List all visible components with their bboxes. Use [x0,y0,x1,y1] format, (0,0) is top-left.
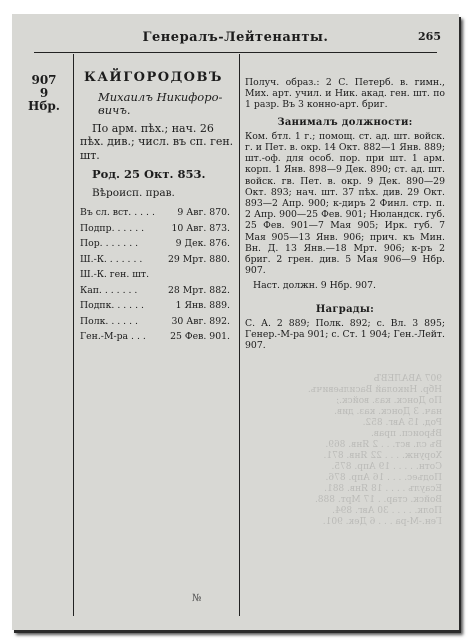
rank-table [80,206,230,346]
rank-name: Ш.-К. ген. шт. [80,269,150,280]
table-row [80,284,230,300]
bleed-line: Род. 15 Авг. 852. [362,418,442,428]
biography-column [80,72,235,346]
current-post: По арм. пѣх.; нач. 26 пѣх. див.; числ. въ сп. ген. шт. [80,121,234,162]
rank-date: 25 Фев. 901. [170,331,230,342]
current-position: Наст. должн. 9 Нбр. 907. [253,280,376,292]
positions-text: Ком. бтл. 1 г.; помощ. ст. ад. шт. войск. г. и Пет. в. окр. 14 Окт. 882—1 Янв. 889; шт.-оф. для особ. пор. при шт. 1 арм. корп. 1 Янв. 898—9 Дек. 890; ст. ад. шт. войск. гв. Пет. в. окр. 9 Дек. 890—29 Окт. 893; нач. шт. 37 пѣх. див. 29 Окт. 893—2 Апр. 900; к-диръ 2 Финл. стр. п. 2 Апр. 900—25 Фев. 901; Нюландск. губ. 25 Фев. 901—7 Мая 905; Ирк. губ. 7 Мая 905—13 Янв. 906; прич. къ Мин. Вн. Д. 13 Янв.—18 Мрт. 906; к-ръ 2 бриг. 2 грен. див. 5 Мая 906—9 Нбр. 907. [245,130,445,277]
bleed-line: Хорунж. . . . 22 Янв. 871. [323,451,442,461]
rank-name: Въ сл. вст. . . . . [80,207,155,218]
table-row [80,315,230,331]
given-name: Михаилъ Никифоро-вичъ. [98,89,223,117]
table-row [80,206,230,222]
awards-text: С. А. 2 889; Полк. 892; с. Вл. 3 895; Генер.-М-ра 901; с. Ст. 1 904; Ген.-Лейт. 907. [245,317,445,352]
rank-date: 9 Авг. 870. [177,207,230,218]
table-row [80,299,230,315]
rank-date [162,268,230,284]
bleed-line: По Донск. каз. войск.; [336,396,442,406]
document-page [12,14,459,630]
footer-mark: № [192,593,202,604]
bleed-line: Полк. . . . . 30 Авг. 894. [332,506,442,516]
bleed-line: 907 АВАЛЕВЪ [373,374,442,384]
rank-date: 28 Мрт. 882. [167,284,230,296]
rank-date: 1 Янв. 889. [175,300,230,311]
bleed-line: Нбр. Николай Васильевичъ. [307,385,442,395]
bleed-line: Ген.-М-ра . . . 6 Дек. 901. [322,517,442,527]
bleed-line: Въ сл. вст. . . 2 Янв. 869. [325,440,442,450]
rank-date: 29 Мрт. 880. [167,253,230,265]
header-rule [34,52,437,53]
rank-name: Кап. . . . . . . [80,284,138,296]
page-header [12,30,459,50]
table-row [80,222,230,238]
bleed-line: Есаулъ . . . . 18 Янв. 881. [324,484,442,494]
table-row [80,268,230,284]
table-row [80,237,230,253]
bleed-line: Войск. стар. . 17 Мрт. 888. [314,495,442,505]
awards-heading: Награды: [315,303,375,315]
religion: Вѣроисп. прав. [92,186,175,199]
bleed-line: Подъес. . . . 16 Апр. 876. [325,473,442,483]
positions-heading: Занималъ должности: [277,116,413,128]
table-row [80,330,230,346]
rank-date: 30 Авг. 892. [171,315,230,327]
birth-date: Род. 25 Окт. 853. [92,167,206,181]
rank-name: Ш.-К. . . . . . . [80,253,143,265]
bleed-line: Сотн. . . . . 19 Апр. 875. [331,462,442,472]
page-title: Генералъ-Лейтенанты. [142,30,329,45]
list-date-day: 9 [39,86,49,100]
table-row [80,253,230,269]
page-number: 265 [418,30,441,43]
rank-name: Полк. . . . . . [80,315,138,327]
surname: КАЙГОРОДОВЪ [84,70,223,85]
entry-number-column [18,74,70,113]
rank-name: Подпр. . . . . . [80,222,145,234]
rank-name: Подпк. . . . . . [80,300,144,311]
entry-number: 907 [31,73,57,87]
rank-name: Ген.-М-ра . . . [80,331,146,342]
education-text: Получ. образ.: 2 С. Петерб. в. гимн., Мих. арт. учил. и Ник. акад. ген. шт. по 1 разр. Въ 3 конно-арт. бриг. [245,77,445,111]
rank-date: 9 Дек. 876. [175,238,230,249]
rank-name: Пор. . . . . . . [80,238,139,249]
column-divider-left [73,54,74,616]
bleed-through-text [82,374,442,614]
list-date-month: Нбр. [28,99,60,113]
service-column [245,77,445,351]
bleed-line: Вѣроисп. прав. [370,429,442,439]
rank-date: 10 Авг. 873. [171,222,230,234]
bleed-line: нач. 3 Донск. каз. див. [334,407,442,417]
